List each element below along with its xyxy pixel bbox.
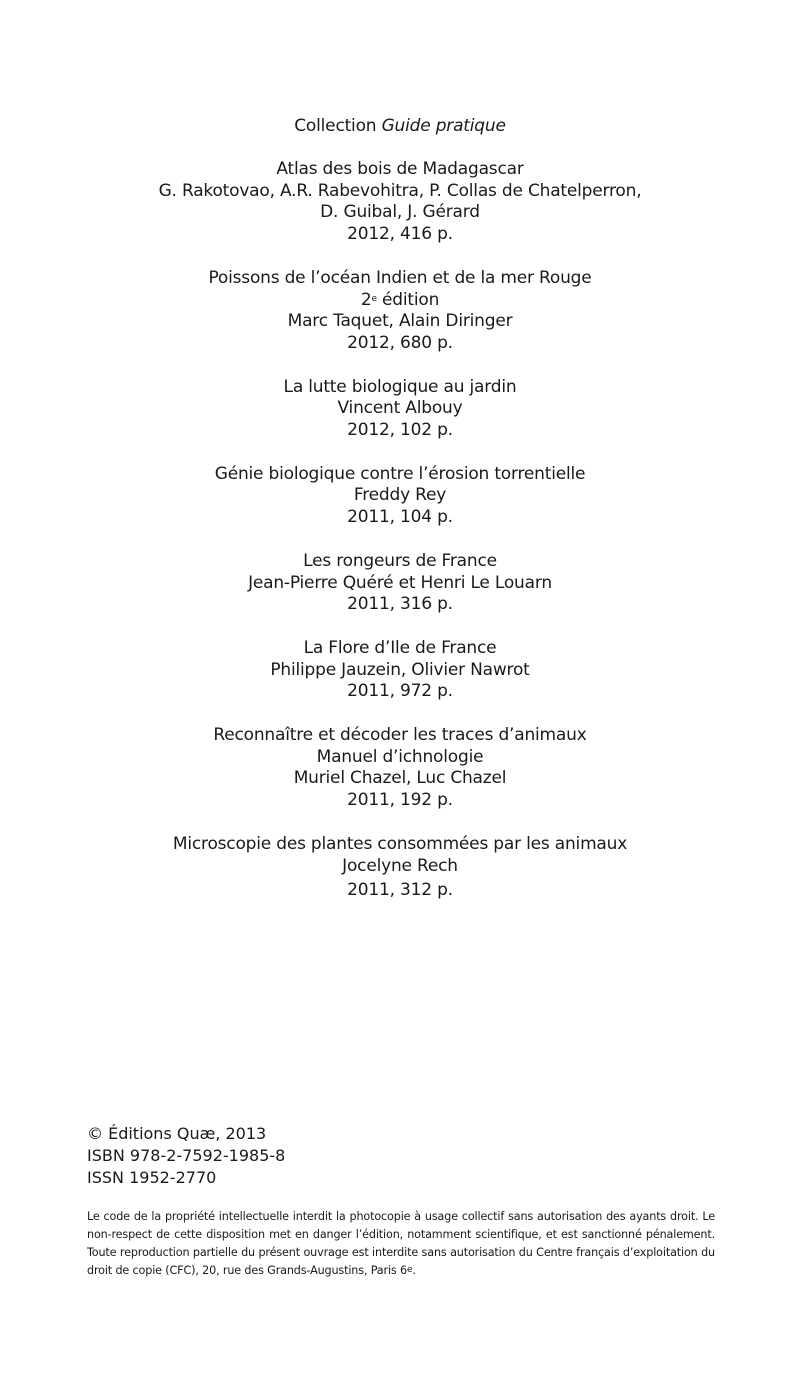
book-title: Microscopie des plantes consommées par les animaux — [172, 833, 628, 854]
book-authors: Freddy Rey — [353, 485, 447, 506]
book-list — [0, 159, 800, 924]
book-title: Reconnaître et décoder les traces d’animaux — [213, 725, 587, 746]
book-entry — [0, 638, 800, 703]
book-entry — [0, 377, 800, 442]
book-subtitle: Manuel d’ichnologie — [316, 746, 484, 767]
legal-notice-text: Le code de la propriété intellectuelle interdit la photocopie à usage collectif sans autorisation des ayants droit. Le non-respect de cette disposition met en danger l’édition, notamment scientifique, et est sanctionné pénalement. Toute reproduction partielle du présent ouvrage est interdite sans autorisation du Centre français d’exploitation du droit de copie (CFC), 20, rue des Grands-Augustins, Paris 6 — [87, 1210, 715, 1277]
issn-line: ISSN 1952-2770 — [87, 1168, 217, 1187]
book-publication-info: 2011, 972 p. — [347, 681, 453, 702]
imprint-block — [87, 1123, 285, 1189]
book-publication-info: 2011, 104 p. — [347, 507, 453, 528]
book-authors: Vincent Albouy — [337, 398, 463, 419]
collection-series-name: Guide pratique — [381, 116, 506, 136]
book-entry — [0, 268, 800, 355]
book-title: Génie biologique contre l’érosion torrentielle — [214, 463, 586, 484]
book-entry — [0, 725, 800, 812]
book-title: Atlas des bois de Madagascar — [276, 159, 524, 179]
book-authors: Philippe Jauzein, Olivier Nawrot — [270, 659, 530, 680]
book-publication-info: 2011, 192 p. — [347, 790, 453, 811]
legal-notice-superscript: e — [406, 1265, 413, 1275]
copyright-line: © Éditions Quæ, 2013 — [87, 1124, 267, 1143]
book-authors: Muriel Chazel, Luc Chazel — [293, 768, 507, 789]
book-entry — [0, 834, 800, 902]
book-title: La lutte biologique au jardin — [283, 376, 517, 397]
book-entry — [0, 551, 800, 616]
book-publication-info: 2012, 416 p. — [347, 224, 453, 245]
book-publication-info: 2012, 680 p. — [347, 332, 453, 353]
book-authors: D. Guibal, J. Gérard — [320, 202, 480, 223]
book-publication-info: 2011, 312 p. — [347, 880, 453, 901]
book-publication-info: 2012, 102 p. — [347, 420, 453, 441]
book-title: La Flore d’Ile de France — [303, 637, 497, 658]
legal-notice-end: . — [412, 1264, 416, 1277]
book-title: Les rongeurs de France — [303, 550, 497, 571]
book-publication-info: 2011, 316 p. — [347, 594, 453, 615]
book-authors: Jean-Pierre Quéré et Henri Le Louarn — [248, 572, 552, 593]
book-authors: G. Rakotovao, A.R. Rabevohitra, P. Collas de Chatelperron, — [158, 180, 642, 201]
edition-number: 2 — [360, 289, 372, 310]
book-authors: Marc Taquet, Alain Diringer — [287, 311, 513, 332]
book-title: Poissons de l’océan Indien et de la mer Rouge — [208, 267, 592, 288]
collection-heading — [0, 115, 800, 137]
book-entry — [0, 159, 800, 246]
isbn-line: ISBN 978-2-7592-1985-8 — [87, 1146, 286, 1165]
collection-prefix: Collection — [294, 116, 377, 136]
edition-superscript: e — [371, 293, 377, 304]
book-edition — [0, 290, 800, 312]
book-entry — [0, 464, 800, 529]
book-authors: Jocelyne Rech — [342, 855, 458, 876]
edition-text: édition — [382, 289, 440, 310]
legal-notice — [87, 1208, 715, 1280]
